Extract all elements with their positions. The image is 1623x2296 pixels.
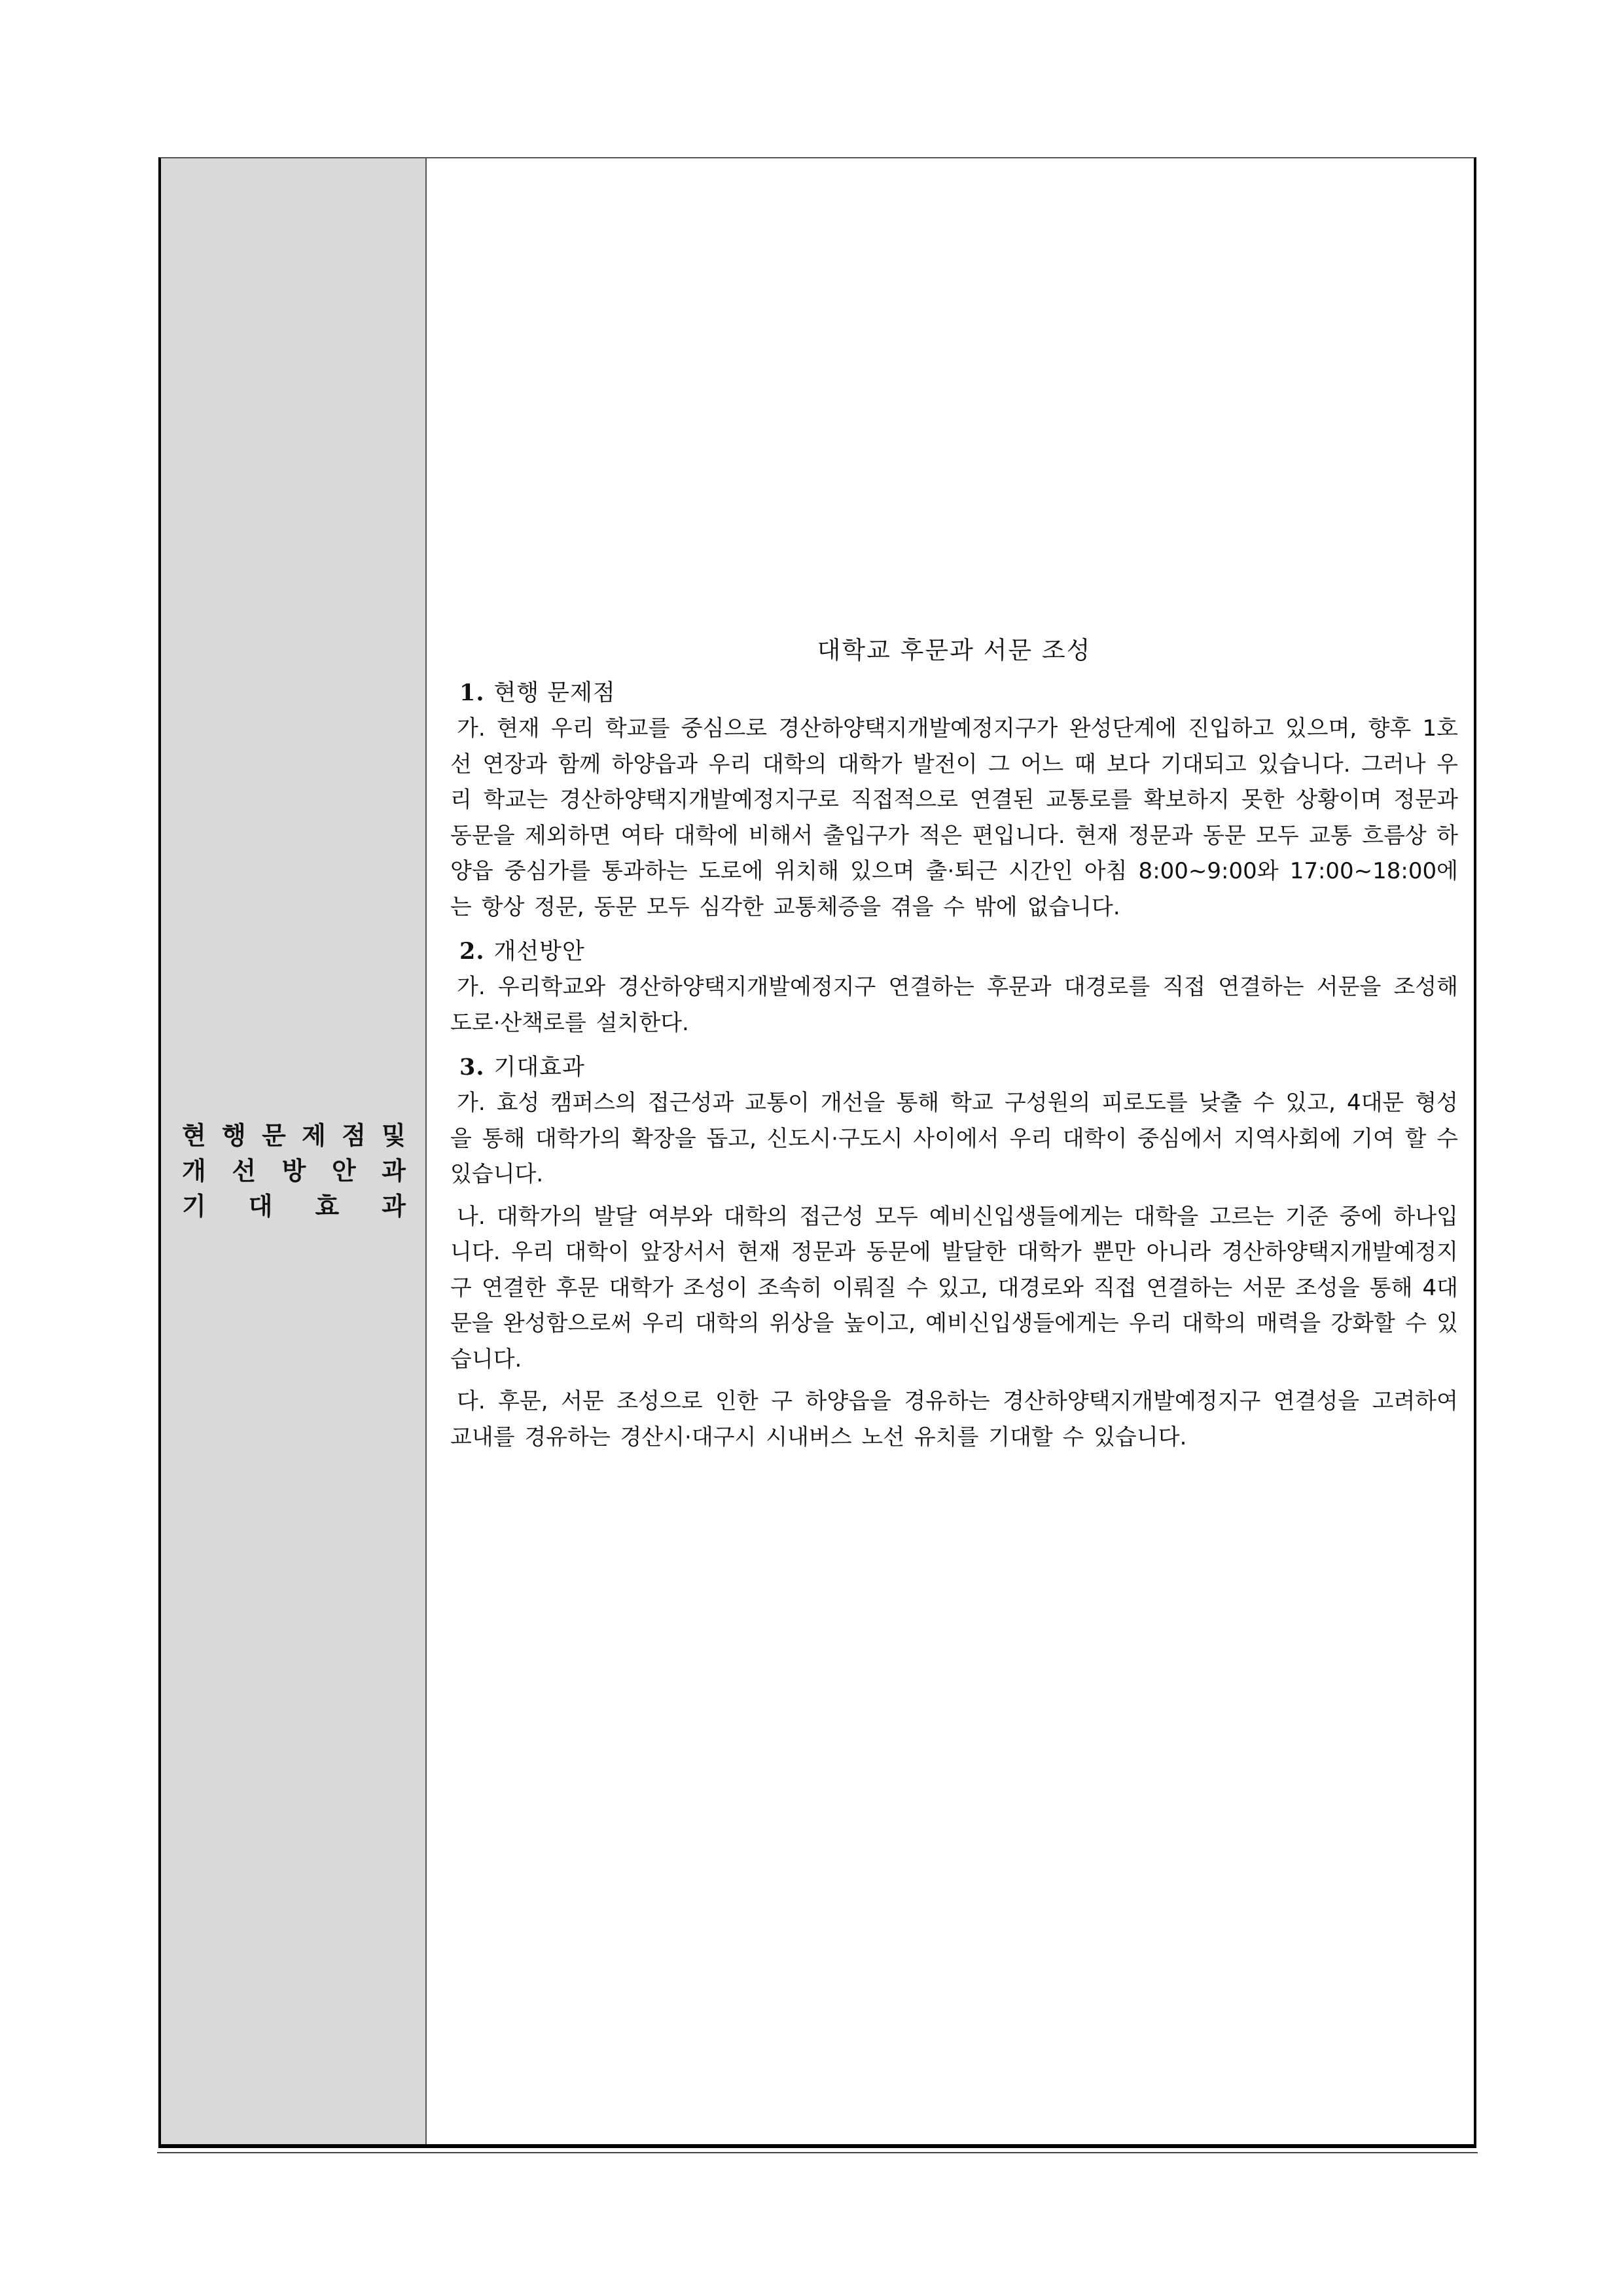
section-title: 기대효과 [493, 1054, 585, 1081]
label-line-3 [182, 1189, 406, 1224]
label-char: 현 [182, 1121, 206, 1150]
label-char: 및 [382, 1121, 406, 1150]
label-char: 점 [342, 1121, 366, 1150]
label-line-1 [182, 1118, 406, 1153]
bottom-rule [157, 2152, 1478, 2153]
section-number: 2. [459, 938, 485, 965]
section-heading-2 [450, 934, 1458, 969]
label-char: 과 [382, 1192, 406, 1221]
paragraph: 다. 후문, 서문 조성으로 인한 구 하양읍을 경유하는 경산하양택지개발예정지구 연결성을 고려하여 교내를 경유하는 경산시·대구시 시내버스 노선 유치를 기대할 수 있습니다. [450, 1388, 1458, 1450]
paragraph: 가. 우리학교와 경산하양택지개발예정지구 연결하는 후문과 대경로를 직접 연결하는 서문을 조성해 도로·산책로를 설치한다. [450, 974, 1458, 1036]
content-cell [427, 158, 1474, 2144]
document-content [450, 632, 1458, 1455]
paragraph: 가. 현재 우리 학교를 중심으로 경산하양택지개발예정지구가 완성단계에 진입하고 있으며, 향후 1호선 연장과 함께 하양읍과 우리 대학의 대학가 발전이 그 어느 때 보다 기대되고 있습니다. 그러나 우리 학교는 경산하양택지개발예정지구로 직접적으로 연결된 교통로를 확보하지 못한 상황이며 정문과 동문을 제외하면 여타 대학에 비해서 출입구가 적은 편입니다. 현재 정문과 동문 모두 교통 흐름상 하양읍 중심가를 통과하는 도로에 위치해 있으며 출·퇴근 시간인 아침 8:00~9:00와 17:00~18:00에는 항상 정문, 동문 모두 심각한 교통체증을 겪을 수 밖에 없습니다. [450, 715, 1458, 920]
label-char: 행 [222, 1121, 246, 1150]
section-heading-1 [450, 675, 1458, 711]
section-title: 개선방안 [493, 939, 585, 965]
paragraph: 가. 효성 캠퍼스의 접근성과 교통이 개선을 통해 학교 구성원의 피로도를 낮출 수 있고, 4대문 형성을 통해 대학가의 확장을 돕고, 신도시·구도시 사이에서 우리 대학이 중심에서 지역사회에 기여 할 수 있습니다. [450, 1090, 1458, 1187]
label-char: 선 [232, 1157, 257, 1185]
section-title: 현행 문제점 [493, 680, 616, 706]
label-char: 문 [262, 1121, 286, 1150]
paragraph: 나. 대학가의 발달 여부와 대학의 접근성 모두 예비신입생들에게는 대학을 고르는 기준 중에 하나입니다. 우리 대학이 앞장서서 현재 정문과 동문에 발달한 대학가 뿐만 아니라 경산하양택지개발예정지구 연결한 후문 대학가 조성이 조속히 이뤄질 수 있고, 대경로와 직접 연결하는 서문 조성을 통해 4대문을 완성함으로써 우리 대학의 위상을 높이고, 예비신입생들에게는 우리 대학의 매력을 강화할 수 있습니다. [450, 1203, 1458, 1372]
label-line-2 [182, 1153, 406, 1189]
label-cell [161, 158, 427, 2144]
section-number: 1. [459, 679, 485, 706]
label-char: 방 [281, 1157, 306, 1185]
label-char: 제 [302, 1121, 326, 1150]
label-char: 효 [315, 1192, 340, 1221]
label-char: 안 [331, 1157, 356, 1185]
form-table [158, 157, 1476, 2148]
section-heading-3 [450, 1050, 1458, 1085]
label-char: 개 [182, 1157, 206, 1185]
document-title: 대학교 후문과 서문 조성 [817, 636, 1092, 664]
label-char: 대 [248, 1192, 273, 1221]
label-char: 과 [382, 1157, 406, 1185]
label-char: 기 [182, 1192, 206, 1221]
section-number: 3. [459, 1054, 485, 1081]
